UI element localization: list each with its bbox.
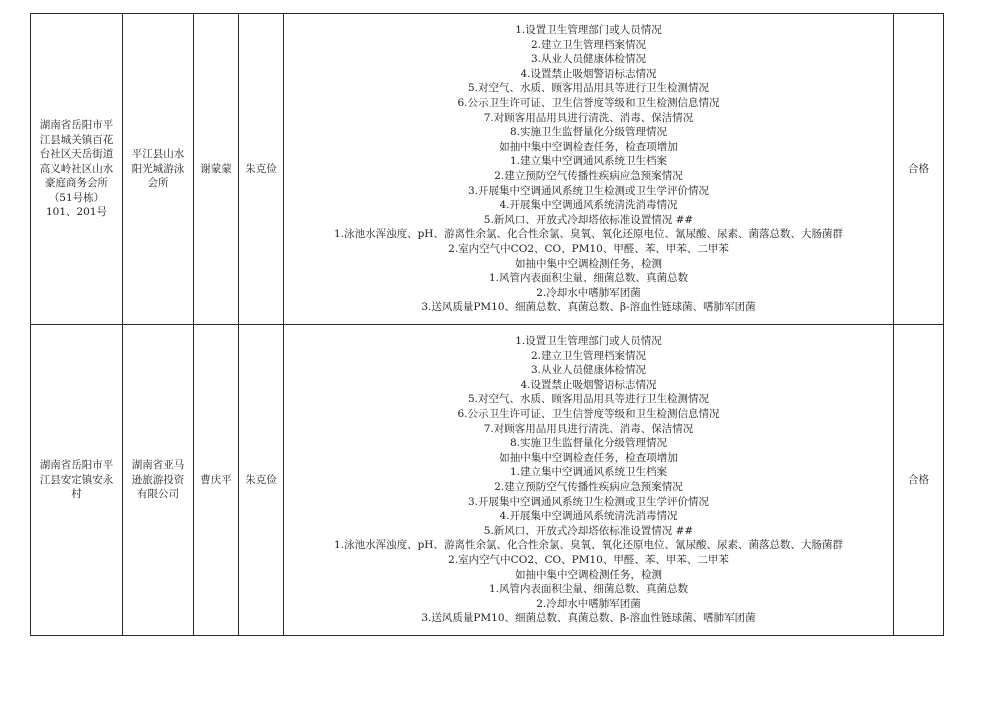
inspection-item: 1.风管内表面积尘量、细菌总数、真菌总数 bbox=[488, 272, 689, 285]
inspection-item: 如抽中集中空调检查任务，检查项增加 bbox=[499, 451, 678, 464]
inspection-item: 3.开展集中空调通风系统卫生检测或卫生学评价情况 bbox=[467, 184, 710, 197]
inspection-items-cell bbox=[284, 14, 894, 325]
inspection-item: 7.对顾客用品用具进行清洗、消毒、保洁情况 bbox=[483, 422, 694, 435]
inspection-item: 5.对空气、水质、顾客用品用具等进行卫生检测情况 bbox=[467, 393, 710, 406]
inspection-item: 3.开展集中空调通风系统卫生检测或卫生学评价情况 bbox=[467, 495, 710, 508]
inspection-item: 6.公示卫生许可证、卫生信誉度等级和卫生检测信息情况 bbox=[457, 408, 720, 421]
inspection-item: 1.泳池水浑浊度、pH、游离性余氯、化合性余氯、臭氧、氧化还原电位、氰尿酸、尿素、菌落总数、大肠菌群 bbox=[334, 539, 843, 552]
inspection-item: 5.对空气、水质、顾客用品用具等进行卫生检测情况 bbox=[467, 82, 710, 95]
inspection-item: 7.对顾客用品用具进行清洗、消毒、保洁情况 bbox=[483, 111, 694, 124]
address-cell: 湖南省岳阳市平江县安定镇安永村 bbox=[31, 325, 123, 636]
inspection-item: 如抽中集中空调检查任务，检查项增加 bbox=[499, 140, 678, 153]
inspection-item: 2.室内空气中CO2、CO、PM10、甲醛、苯、甲苯、二甲苯 bbox=[448, 553, 729, 566]
inspection-items-list bbox=[288, 23, 889, 315]
inspector-cell: 朱克俭 bbox=[239, 325, 284, 636]
inspection-item: 8.实施卫生监督量化分级管理情况 bbox=[509, 126, 668, 139]
address-cell: 湖南省岳阳市平江县城关镇百花台社区天岳街道高义岭社区山水豪庭商务会所（51号栋）101、201号 bbox=[31, 14, 123, 325]
result-cell: 合格 bbox=[894, 325, 944, 636]
inspection-item: 如抽中集中空调检测任务，检测 bbox=[515, 568, 662, 581]
inspection-item: 3.送风质量PM10、细菌总数、真菌总数、β-溶血性链球菌、嗜肺军团菌 bbox=[421, 301, 756, 314]
inspection-item: 1.建立集中空调通风系统卫生档案 bbox=[509, 155, 668, 168]
unit-name-cell: 湖南省亚马逊旅游投资有限公司 bbox=[123, 325, 194, 636]
table-row bbox=[31, 14, 944, 325]
inspection-item: 2.冷却水中嗜肺军团菌 bbox=[536, 597, 641, 610]
result-cell: 合格 bbox=[894, 14, 944, 325]
inspection-item: 3.送风质量PM10、细菌总数、真菌总数、β-溶血性链球菌、嗜肺军团菌 bbox=[421, 612, 756, 625]
table-row bbox=[31, 325, 944, 636]
unit-name-cell: 平江县山水阳光城游泳会所 bbox=[123, 14, 194, 325]
inspection-item: 5.新风口、开放式冷却塔依标准设置情况 ## bbox=[483, 213, 694, 226]
inspection-item: 4.开展集中空调通风系统清洗消毒情况 bbox=[499, 510, 678, 523]
inspection-item: 1.建立集中空调通风系统卫生档案 bbox=[509, 466, 668, 479]
inspection-item: 如抽中集中空调检测任务，检测 bbox=[515, 257, 662, 270]
inspection-item: 3.从业人员健康体检情况 bbox=[530, 53, 647, 66]
responsible-person-cell: 谢蒙蒙 bbox=[194, 14, 239, 325]
inspection-item: 2.建立卫生管理档案情况 bbox=[530, 38, 647, 51]
inspector-cell: 朱克俭 bbox=[239, 14, 284, 325]
inspection-item: 4.设置禁止吸烟警语标志情况 bbox=[520, 67, 657, 80]
inspection-item: 1.设置卫生管理部门或人员情况 bbox=[515, 24, 662, 37]
inspection-item: 5.新风口、开放式冷却塔依标准设置情况 ## bbox=[483, 524, 694, 537]
inspection-table-body bbox=[31, 14, 944, 636]
inspection-item: 3.从业人员健康体检情况 bbox=[530, 364, 647, 377]
inspection-item: 2.建立预防空气传播性疾病应急预案情况 bbox=[494, 170, 683, 182]
inspection-item: 4.设置禁止吸烟警语标志情况 bbox=[520, 378, 657, 391]
inspection-item: 8.实施卫生监督量化分级管理情况 bbox=[509, 437, 668, 450]
inspection-item: 1.泳池水浑浊度、pH、游离性余氯、化合性余氯、臭氧、氧化还原电位、氰尿酸、尿素、菌落总数、大肠菌群 bbox=[334, 228, 843, 241]
inspection-item: 1.设置卫生管理部门或人员情况 bbox=[515, 335, 662, 348]
inspection-item: 2.建立预防空气传播性疾病应急预案情况 bbox=[494, 481, 683, 493]
inspection-item: 2.冷却水中嗜肺军团菌 bbox=[536, 286, 641, 299]
inspection-item: 1.风管内表面积尘量、细菌总数、真菌总数 bbox=[488, 583, 689, 596]
inspection-items-cell bbox=[284, 325, 894, 636]
inspection-table bbox=[30, 13, 944, 636]
responsible-person-cell: 曹庆平 bbox=[194, 325, 239, 636]
inspection-items-list bbox=[288, 334, 889, 626]
inspection-item: 2.建立卫生管理档案情况 bbox=[530, 349, 647, 362]
inspection-item: 2.室内空气中CO2、CO、PM10、甲醛、苯、甲苯、二甲苯 bbox=[448, 242, 729, 255]
inspection-item: 4.开展集中空调通风系统清洗消毒情况 bbox=[499, 199, 678, 212]
inspection-item: 6.公示卫生许可证、卫生信誉度等级和卫生检测信息情况 bbox=[457, 97, 720, 110]
